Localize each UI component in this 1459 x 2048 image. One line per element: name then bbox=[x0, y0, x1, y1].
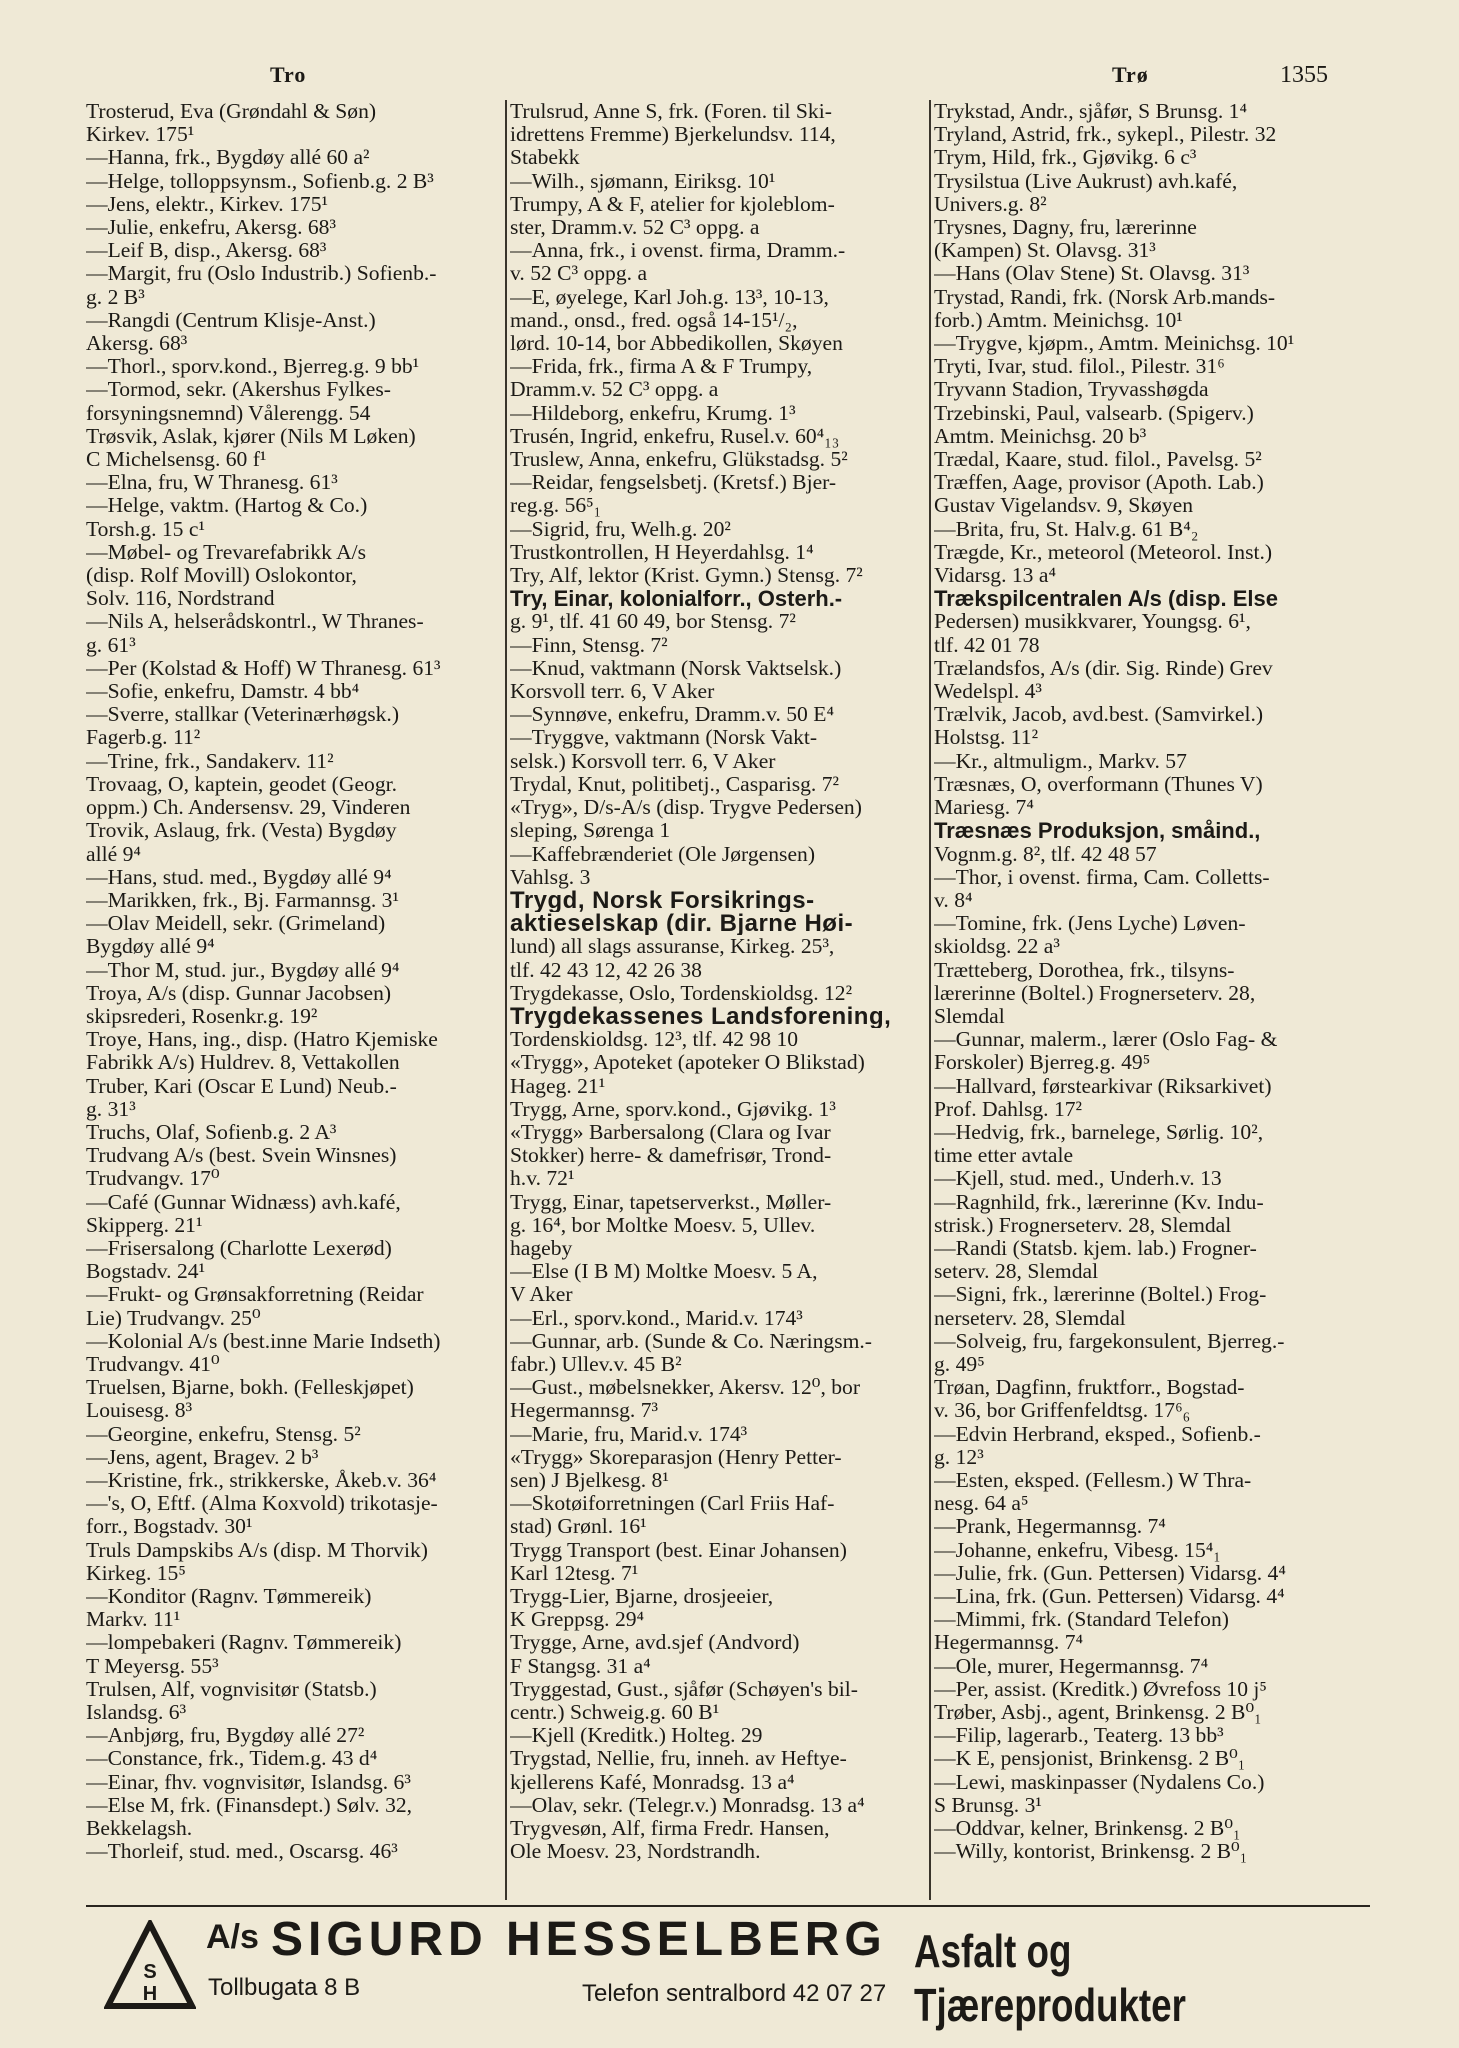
svg-text:S: S bbox=[143, 1961, 157, 1983]
directory-entry-line: —Signi, frk., lærerinne (Boltel.) Frog- bbox=[934, 1283, 1267, 1307]
directory-entry-line: Trøan, Dagfinn, fruktforr., Bogstad- bbox=[934, 1376, 1245, 1400]
directory-entry-line: —Margit, fru (Oslo Industrib.) Sofienb.- bbox=[86, 262, 437, 286]
directory-entry-line: —Jens, agent, Bragev. 2 b³ bbox=[86, 1445, 319, 1469]
directory-entry-line: Try, Alf, lektor (Krist. Gymn.) Stensg. 7² bbox=[510, 564, 863, 588]
directory-entry-line: Vognm.g. 8², tlf. 42 48 57 bbox=[934, 842, 1157, 866]
directory-entry-line: —Anna, frk., i ovenst. firma, Dramm.- bbox=[510, 239, 846, 263]
directory-entry-line: Amtm. Meinichsg. 20 b³ bbox=[934, 424, 1147, 448]
directory-entry-line: —Lina, frk. (Gun. Pettersen) Vidarsg. 4⁴ bbox=[934, 1585, 1285, 1608]
directory-entry-line: Trægde, Kr., meteorol (Meteorol. Inst.) bbox=[934, 540, 1273, 564]
directory-entry-line: Træffen, Aage, provisor (Apoth. Lab.) bbox=[934, 471, 1264, 495]
directory-entry-line: Fagerb.g. 11² bbox=[86, 726, 201, 750]
ad-company-form: A/s bbox=[206, 1918, 259, 1956]
directory-entry-line: —Thorl., sporv.kond., Bjerreg.g. 9 bb¹ bbox=[86, 355, 420, 379]
directory-entry-line: Trulsen, Alf, vognvisitør (Statsb.) bbox=[86, 1677, 377, 1701]
triangle-logo-icon bbox=[104, 1920, 196, 2012]
directory-entry-line: —Thorleif, stud. med., Oscarsg. 46³ bbox=[86, 1840, 398, 1864]
directory-entry-line: tlf. 42 01 78 bbox=[934, 633, 1040, 657]
directory-entry-line: Bekkelagsh. bbox=[86, 1817, 193, 1841]
page-number: 1355 bbox=[1280, 62, 1328, 88]
directory-entry-line: Tryland, Astrid, frk., sykepl., Pilestr. 32 bbox=[934, 123, 1277, 147]
directory-entry-line: —Hallvard, førstearkivar (Riksarkivet) bbox=[934, 1074, 1272, 1098]
directory-entry-line: —Tormod, sekr. (Akershus Fylkes- bbox=[86, 378, 391, 402]
directory-entry-line: —Kjell, stud. med., Underh.v. 13 bbox=[934, 1167, 1222, 1191]
directory-entry-line: skipsrederi, Rosenkr.g. 19² bbox=[86, 1004, 318, 1028]
directory-entry-line: —Finn, Stensg. 7² bbox=[510, 633, 668, 657]
directory-entry-line: —Per, assist. (Kreditk.) Øvrefoss 10 j⁵ bbox=[934, 1677, 1267, 1701]
directory-entry-line: Trudvangv. 17⁰ bbox=[86, 1167, 220, 1191]
directory-entry-line: Trøber, Asbj., agent, Brinkensg. 2 B⁰₁ bbox=[934, 1701, 1262, 1725]
directory-entry-line: lærerinne (Boltel.) Frognerseterv. 28, bbox=[934, 981, 1256, 1005]
directory-entry-line: —Hedvig, frk., barnelege, Sørlig. 10², bbox=[934, 1120, 1264, 1144]
directory-entry-line: —Julie, enkefru, Akersg. 68³ bbox=[86, 216, 336, 240]
directory-entry-line: —Nils A, helserådskontrl., W Thranes- bbox=[86, 610, 424, 634]
directory-entry-line: time etter avtale bbox=[934, 1144, 1074, 1168]
directory-entry-line: —Trine, frk., Sandakerv. 11² bbox=[86, 749, 334, 773]
directory-entry-line: lørd. 10-14, bor Abbedikollen, Skøyen bbox=[510, 332, 843, 356]
directory-entry-line: —'s, O, Eftf. (Alma Koxvold) trikotasje- bbox=[86, 1492, 438, 1516]
directory-entry-line: h.v. 72¹ bbox=[510, 1167, 575, 1191]
directory-entry-line: oppm.) Ch. Andersensv. 29, Vinderen bbox=[86, 796, 411, 820]
directory-entry-line: V Aker bbox=[510, 1283, 573, 1307]
svg-text:H: H bbox=[142, 1983, 158, 2005]
directory-entry-line: Trygvesøn, Alf, firma Fredr. Hansen, bbox=[510, 1817, 830, 1841]
directory-entry-line: g. 49⁵ bbox=[934, 1352, 985, 1376]
directory-entry-line: Kirkeg. 15⁵ bbox=[86, 1561, 186, 1585]
directory-entry-line: Tryvann Stadion, Tryvasshøgda bbox=[934, 378, 1209, 402]
directory-entry-line: Karl 12tesg. 7¹ bbox=[510, 1561, 639, 1585]
directory-entry-line: Vahlsg. 3 bbox=[510, 865, 591, 889]
directory-entry-line: Trym, Hild, frk., Gjøvikg. 6 c³ bbox=[934, 146, 1197, 170]
directory-entry-line: Trætteberg, Dorothea, frk., tilsyns- bbox=[934, 958, 1235, 982]
advertisement bbox=[86, 1912, 1370, 2031]
directory-entry-line: —Wilh., sjømann, Eiriksg. 10¹ bbox=[510, 169, 776, 193]
directory-entry-line: Bogstadv. 24¹ bbox=[86, 1260, 206, 1284]
directory-entry-line: forsyningsnemnd) Vålerengg. 54 bbox=[86, 401, 371, 425]
directory-entry-line: sleping, Sørenga 1 bbox=[510, 819, 671, 843]
directory-entry-line: «Trygg» Barbersalong (Clara og Ivar bbox=[510, 1120, 831, 1144]
page-header bbox=[0, 62, 1459, 92]
directory-entry-line: Kirkev. 175¹ bbox=[86, 123, 195, 147]
directory-column-3 bbox=[934, 100, 1370, 1900]
directory-entry-line: Trumpy, A & F, atelier for kjoleblom- bbox=[510, 192, 835, 216]
directory-entry-line: —Kolonial A/s (best.inne Marie Indseth) bbox=[86, 1329, 441, 1353]
directory-entry-line: Truslew, Anna, enkefru, Glükstadsg. 5² bbox=[510, 448, 848, 472]
directory-entry-line: —Helge, vaktm. (Hartog & Co.) bbox=[86, 494, 368, 518]
directory-entry-line: Tryggestad, Gust., sjåfør (Schøyen's bil- bbox=[510, 1677, 858, 1701]
directory-entry-line: —Mimmi, frk. (Standard Telefon) bbox=[934, 1608, 1229, 1632]
directory-entry-line: —Einar, fhv. vognvisitør, Islandsg. 6³ bbox=[86, 1770, 411, 1794]
directory-entry-line: —Leif B, disp., Akersg. 68³ bbox=[86, 239, 327, 263]
directory-entry-line: —Hans, stud. med., Bygdøy allé 9⁴ bbox=[86, 865, 392, 889]
directory-entry-line: —Rangdi (Centrum Klisje-Anst.) bbox=[86, 308, 376, 332]
directory-entry-line: Markv. 11¹ bbox=[86, 1608, 181, 1632]
directory-entry-line: —Thor, i ovenst. firma, Cam. Colletts- bbox=[934, 865, 1270, 889]
directory-entry-line: Slemdal bbox=[934, 1004, 1005, 1028]
directory-entry-line: Hegermannsg. 7⁴ bbox=[934, 1631, 1084, 1655]
directory-entry-line: stad) Grønl. 16¹ bbox=[510, 1515, 647, 1539]
directory-entry-line: —Elna, fru, W Thranesg. 61³ bbox=[86, 471, 338, 495]
directory-entry-line: Pedersen) musikkvarer, Youngsg. 6¹, bbox=[934, 610, 1251, 634]
directory-entry-line: —Frisersalong (Charlotte Lexerød) bbox=[86, 1236, 392, 1260]
directory-entry-line: Trygd, Norsk Forsikrings- bbox=[510, 888, 815, 913]
directory-entry-line: Bygdøy allé 9⁴ bbox=[86, 935, 215, 959]
directory-entry-line: —Marikken, frk., Bj. Farmannsg. 3¹ bbox=[86, 888, 399, 912]
directory-entry-line: —Erl., sporv.kond., Marid.v. 174³ bbox=[510, 1306, 803, 1330]
directory-entry-line: —K E, pensjonist, Brinkensg. 2 B⁰₁ bbox=[934, 1747, 1246, 1771]
directory-entry-line: seterv. 28, Slemdal bbox=[934, 1260, 1099, 1284]
directory-entry-line: Trækspilcentralen A/s (disp. Else bbox=[934, 587, 1278, 611]
directory-entry-line: —Georgine, enkefru, Stensg. 5² bbox=[86, 1422, 361, 1446]
directory-entry-line: Trykstad, Andr., sjåfør, S Brunsg. 1⁴ bbox=[934, 100, 1248, 123]
directory-entry-line: —E, øyelege, Karl Joh.g. 13³, 10-13, bbox=[510, 285, 829, 309]
directory-entry-line: Trovaag, O, kaptein, geodet (Geogr. bbox=[86, 772, 398, 796]
directory-entry-line: Prof. Dahlsg. 17² bbox=[934, 1097, 1083, 1121]
directory-entry-line: —Synnøve, enkefru, Dramm.v. 50 E⁴ bbox=[510, 703, 834, 727]
directory-entry-line: —Willy, kontorist, Brinkensg. 2 B⁰₁ bbox=[934, 1840, 1248, 1864]
directory-entry-line: fabr.) Ullev.v. 45 B² bbox=[510, 1352, 682, 1376]
directory-entry-line: —Frukt- og Grønsakforretning (Reidar bbox=[86, 1283, 424, 1307]
directory-entry-line: Truchs, Olaf, Sofienb.g. 2 A³ bbox=[86, 1120, 337, 1144]
directory-entry-line: Fabrikk A/s) Huldrev. 8, Vettakollen bbox=[86, 1051, 400, 1075]
directory-entry-line: Træsnæs Produksjon, småind., bbox=[934, 819, 1261, 843]
directory-entry-line: —Knud, vaktmann (Norsk Vaktselsk.) bbox=[510, 656, 842, 680]
directory-entry-line: —Randi (Statsb. kjem. lab.) Frogner- bbox=[934, 1236, 1257, 1260]
directory-entry-line: —Olav Meidell, sekr. (Grimeland) bbox=[86, 912, 386, 936]
directory-entry-line: —Konditor (Ragnv. Tømmereik) bbox=[86, 1585, 372, 1608]
directory-entry-line: —Ragnhild, frk., lærerinne (Kv. Indu- bbox=[934, 1190, 1264, 1214]
directory-entry-line: (disp. Rolf Movill) Oslokontor, bbox=[86, 564, 357, 588]
directory-entry-line: —Møbel- og Trevarefabrikk A/s bbox=[86, 540, 367, 564]
directory-entry-line: Trydal, Knut, politibetj., Casparisg. 7² bbox=[510, 772, 839, 796]
directory-entry-line: —Kristine, frk., strikkerske, Åkeb.v. 36⁴ bbox=[86, 1468, 437, 1492]
directory-entry-line: «Tryg», D/s-A/s (disp. Trygve Pedersen) bbox=[510, 796, 862, 820]
directory-entry-line: Trædal, Kaare, stud. filol., Pavelsg. 5² bbox=[934, 448, 1262, 472]
directory-entry-line: Tryti, Ivar, stud. filol., Pilestr. 31⁶ bbox=[934, 355, 1225, 379]
directory-entry-line: —Gunnar, malerm., lærer (Oslo Fag- & bbox=[934, 1028, 1278, 1052]
ad-phone: Telefon sentralbord 42 07 27 bbox=[582, 1980, 887, 2007]
directory-entry-line: —Frida, frk., firma A & F Trumpy, bbox=[510, 355, 813, 379]
directory-entry-line: Trygge, Arne, avd.sjef (Andvord) bbox=[510, 1631, 800, 1655]
directory-entry-line: Gustav Vigelandsv. 9, Skøyen bbox=[934, 494, 1194, 518]
directory-entry-line: —Filip, lagerarb., Teaterg. 13 bb³ bbox=[934, 1724, 1224, 1748]
directory-entry-line: —Gunnar, arb. (Sunde & Co. Næringsm.- bbox=[510, 1329, 872, 1353]
directory-column-1 bbox=[86, 100, 504, 1900]
directory-entry-line: Trøsvik, Aslak, kjører (Nils M Løken) bbox=[86, 424, 416, 448]
directory-entry-line: —Else M, frk. (Finansdept.) Sølv. 32, bbox=[86, 1793, 413, 1817]
directory-entry-line: Hegermannsg. 7³ bbox=[510, 1399, 658, 1423]
ad-address: Tollbugata 8 B bbox=[208, 1974, 361, 2001]
directory-entry-line: Try, Einar, kolonialforr., Osterh.- bbox=[510, 587, 843, 611]
column-divider bbox=[505, 100, 507, 1900]
directory-entry-line: v. 36, bor Griffenfeldtsg. 17⁶₆ bbox=[934, 1399, 1191, 1423]
directory-entry-line: Trustkontrollen, H Heyerdahlsg. 1⁴ bbox=[510, 540, 814, 564]
directory-entry-line: T Meyersg. 55³ bbox=[86, 1654, 219, 1678]
directory-entry-line: v. 8⁴ bbox=[934, 888, 973, 912]
directory-entry-line: Trygdekasse, Oslo, Tordenskioldsg. 12² bbox=[510, 981, 853, 1005]
directory-entry-line: Trovik, Aslaug, frk. (Vesta) Bygdøy bbox=[86, 819, 397, 843]
directory-entry-line: Trulsrud, Anne S, frk. (Foren. til Ski- bbox=[510, 100, 832, 123]
directory-entry-line: lund) all slags assuranse, Kirkeg. 25³, bbox=[510, 935, 835, 959]
directory-entry-line: centr.) Schweig.g. 60 B¹ bbox=[510, 1701, 720, 1725]
directory-entry-line: Tordenskioldsg. 12³, tlf. 42 98 10 bbox=[510, 1028, 799, 1052]
directory-entry-line: strisk.) Frognerseterv. 28, Slemdal bbox=[934, 1213, 1232, 1237]
directory-entry-line: Truber, Kari (Oscar E Lund) Neub.- bbox=[86, 1074, 397, 1098]
directory-entry-line: Trusén, Ingrid, enkefru, Rusel.v. 60⁴₁₃ bbox=[510, 424, 840, 448]
directory-entry-line: Trudvang A/s (best. Svein Winsnes) bbox=[86, 1144, 397, 1168]
directory-entry-line: —Constance, frk., Tidem.g. 43 d⁴ bbox=[86, 1747, 378, 1771]
directory-entry-line: Hageg. 21¹ bbox=[510, 1074, 606, 1098]
directory-entry-line: Trysilstua (Live Aukrust) avh.kafé, bbox=[934, 169, 1238, 193]
directory-entry-line: Ole Moesv. 23, Nordstrandh. bbox=[510, 1840, 761, 1864]
directory-entry-line: —Per (Kolstad & Hoff) W Thranesg. 61³ bbox=[86, 656, 441, 680]
directory-entry-line: Stabekk bbox=[510, 146, 580, 170]
directory-entry-line: selsk.) Korsvoll terr. 6, V Aker bbox=[510, 749, 776, 773]
directory-entry-line: —Trygve, kjøpm., Amtm. Meinichsg. 10¹ bbox=[934, 332, 1295, 356]
directory-entry-line: —Edvin Herbrand, eksped., Sofienb.- bbox=[934, 1422, 1261, 1446]
directory-entry-line: Træsnæs, O, overformann (Thunes V) bbox=[934, 772, 1263, 796]
column-divider bbox=[929, 100, 931, 1900]
directory-entry-line: Skipperg. 21¹ bbox=[86, 1213, 203, 1237]
directory-entry-line: ster, Dramm.v. 52 C³ oppg. a bbox=[510, 216, 760, 240]
directory-entry-line: —Tryggve, vaktmann (Norsk Vakt- bbox=[510, 726, 818, 750]
directory-entry-line: g. 16⁴, bor Moltke Moesv. 5, Ullev. bbox=[510, 1213, 816, 1237]
directory-entry-line: —Helge, tolloppsynsm., Sofienb.g. 2 B³ bbox=[86, 169, 434, 193]
directory-entry-line: Trygg, Arne, sporv.kond., Gjøvikg. 1³ bbox=[510, 1097, 836, 1121]
directory-entry-line: g. 12³ bbox=[934, 1445, 984, 1469]
directory-entry-line: —Reidar, fengselsbetj. (Kretsf.) Bjer- bbox=[510, 471, 837, 495]
directory-entry-line: (Kampen) St. Olavsg. 31³ bbox=[934, 239, 1156, 263]
directory-entry-line: tlf. 42 43 12, 42 26 38 bbox=[510, 958, 702, 982]
directory-entry-line: kjellerens Kafé, Monradsg. 13 a⁴ bbox=[510, 1770, 795, 1794]
directory-entry-line: Mariesg. 7⁴ bbox=[934, 796, 1034, 820]
directory-entry-line: —Thor M, stud. jur., Bygdøy allé 9⁴ bbox=[86, 958, 400, 982]
directory-entry-line: Univers.g. 8² bbox=[934, 192, 1047, 216]
directory-entry-line: —Brita, fru, St. Halv.g. 61 B⁴₂ bbox=[934, 517, 1199, 541]
directory-entry-line: hageby bbox=[510, 1236, 573, 1260]
directory-entry-line: —Else (I B M) Moltke Moesv. 5 A, bbox=[510, 1260, 818, 1284]
directory-entry-line: Stokker) herre- & damefrisør, Trond- bbox=[510, 1144, 832, 1168]
directory-entry-line: Solv. 116, Nordstrand bbox=[86, 587, 275, 611]
directory-entry-line: —Skotøiforretningen (Carl Friis Haf- bbox=[510, 1492, 835, 1516]
directory-entry-line: Forskoler) Bjerreg.g. 49⁵ bbox=[934, 1051, 1151, 1075]
directory-entry-line: Lie) Trudvangv. 25⁰ bbox=[86, 1306, 261, 1330]
directory-entry-line: —Kjell (Kreditk.) Holteg. 29 bbox=[510, 1724, 763, 1748]
directory-entry-line: Truelsen, Bjarne, bokh. (Felleskjøpet) bbox=[86, 1376, 414, 1400]
directory-entry-line: mand., onsd., fred. også 14-15¹/₂, bbox=[510, 308, 798, 332]
advertisement-divider bbox=[86, 1905, 1370, 1907]
directory-entry-line: Trzebinski, Paul, valsearb. (Spigerv.) bbox=[934, 401, 1254, 425]
directory-entry-line: Troye, Hans, ing., disp. (Hatro Kjemiske bbox=[86, 1028, 438, 1052]
directory-entry-line: Vidarsg. 13 a⁴ bbox=[934, 564, 1056, 588]
directory-entry-line: Trygg-Lier, Bjarne, drosjeeier, bbox=[510, 1585, 774, 1608]
directory-entry-line: Dramm.v. 52 C³ oppg. a bbox=[510, 378, 719, 402]
directory-entry-line: g. 31³ bbox=[86, 1097, 136, 1121]
directory-entry-line: Trystad, Randi, frk. (Norsk Arb.mands- bbox=[934, 285, 1276, 309]
directory-entry-line: —Johanne, enkefru, Vibesg. 15⁴₁ bbox=[934, 1538, 1221, 1562]
ad-slogan: Asfalt og Tjæreprodukter bbox=[914, 1925, 1186, 2031]
directory-entry-line: Trælandsfos, A/s (dir. Sig. Rinde) Grev bbox=[934, 656, 1273, 680]
directory-entry-line: Akersg. 68³ bbox=[86, 332, 188, 356]
directory-entry-line: —Marie, fru, Marid.v. 174³ bbox=[510, 1422, 748, 1446]
directory-entry-line: —Solveig, fru, fargekonsulent, Bjerreg.- bbox=[934, 1329, 1285, 1353]
directory-entry-line: forr., Bogstadv. 30¹ bbox=[86, 1515, 253, 1539]
directory-entry-line: —Anbjørg, fru, Bygdøy allé 27² bbox=[86, 1724, 365, 1748]
directory-entry-line: —Sigrid, fru, Welh.g. 20² bbox=[510, 517, 731, 541]
directory-entry-line: —Esten, eksped. (Fellesm.) W Thra- bbox=[934, 1468, 1252, 1492]
directory-entry-line: Trygstad, Nellie, fru, inneh. av Heftye- bbox=[510, 1747, 847, 1771]
directory-entry-line: K Greppsg. 29⁴ bbox=[510, 1608, 645, 1632]
directory-entry-line: F Stangsg. 31 a⁴ bbox=[510, 1654, 651, 1678]
directory-entry-line: —Hildeborg, enkefru, Krumg. 1³ bbox=[510, 401, 796, 425]
ad-company-name: SIGURD HESSELBERG bbox=[271, 1913, 887, 1966]
directory-entry-line: S Brunsg. 3¹ bbox=[934, 1793, 1042, 1817]
directory-entry-line: nerseterv. 28, Slemdal bbox=[934, 1306, 1126, 1330]
directory-entry-line: —lompebakeri (Ragnv. Tømmereik) bbox=[86, 1631, 402, 1655]
running-head-right: Trø bbox=[1112, 62, 1149, 87]
directory-entry-line: —Lewi, maskinpasser (Nydalens Co.) bbox=[934, 1770, 1265, 1794]
directory-entry-line: —Café (Gunnar Widnæss) avh.kafé, bbox=[86, 1190, 401, 1214]
directory-entry-line: —Jens, elektr., Kirkev. 175¹ bbox=[86, 192, 328, 216]
directory-entry-line: Trygg Transport (best. Einar Johansen) bbox=[510, 1538, 847, 1562]
directory-entry-line: Torsh.g. 15 c¹ bbox=[86, 517, 205, 541]
directory-entry-line: Islandsg. 6³ bbox=[86, 1701, 187, 1725]
directory-entry-line: Truls Dampskibs A/s (disp. M Thorvik) bbox=[86, 1538, 428, 1562]
directory-entry-line: reg.g. 56⁵₁ bbox=[510, 494, 602, 518]
directory-entry-line: allé 9⁴ bbox=[86, 842, 141, 866]
directory-entry-line: aktieselskap (dir. Bjarne Høi- bbox=[510, 912, 854, 936]
directory-column-2 bbox=[510, 100, 930, 1900]
directory-entry-line: Trygdekassenes Landsforening, bbox=[510, 1004, 892, 1029]
directory-entry-line: Trudvangv. 41⁰ bbox=[86, 1352, 220, 1376]
directory-entry-line: —Kaffebrænderiet (Ole Jørgensen) bbox=[510, 842, 816, 866]
directory-entry-line: —Oddvar, kelner, Brinkensg. 2 B⁰₁ bbox=[934, 1817, 1241, 1841]
directory-entry-line: Trysnes, Dagny, fru, lærerinne bbox=[934, 216, 1197, 240]
directory-entry-line: —Olav, sekr. (Telegr.v.) Monradsg. 13 a⁴ bbox=[510, 1793, 865, 1817]
directory-entry-line: Troya, A/s (disp. Gunnar Jacobsen) bbox=[86, 981, 392, 1005]
directory-entry-line: —Hanna, frk., Bygdøy allé 60 a² bbox=[86, 146, 370, 170]
directory-entry-line: —Gust., møbelsnekker, Akersv. 12⁰, bor bbox=[510, 1376, 861, 1400]
directory-entry-line: Holstsg. 11² bbox=[934, 726, 1039, 750]
directory-entry-line: g. 9¹, tlf. 41 60 49, bor Stensg. 7² bbox=[510, 610, 796, 634]
directory-entry-line: idrettens Fremme) Bjerkelundsv. 114, bbox=[510, 123, 836, 147]
directory-entry-line: Trælvik, Jacob, avd.best. (Samvirkel.) bbox=[934, 703, 1264, 727]
directory-entry-line: Wedelspl. 4³ bbox=[934, 680, 1042, 704]
directory-entry-line: g. 2 B³ bbox=[86, 285, 145, 309]
directory-entry-line: —Ole, murer, Hegermannsg. 7⁴ bbox=[934, 1654, 1209, 1678]
directory-entry-line: —Julie, frk. (Gun. Pettersen) Vidarsg. 4⁴ bbox=[934, 1561, 1286, 1585]
directory-entry-line: v. 52 C³ oppg. a bbox=[510, 262, 648, 286]
directory-entry-line: skioldsg. 22 a³ bbox=[934, 935, 1060, 959]
directory-entry-line: C Michelsensg. 60 f¹ bbox=[86, 448, 267, 472]
running-head-left: Tro bbox=[270, 62, 307, 87]
directory-entry-line: «Trygg» Skoreparasjon (Henry Petter- bbox=[510, 1445, 842, 1469]
directory-entry-line: —Sverre, stallkar (Veterinærhøgsk.) bbox=[86, 703, 400, 727]
directory-entry-line: Korsvoll terr. 6, V Aker bbox=[510, 680, 715, 704]
directory-entry-line: —Hans (Olav Stene) St. Olavsg. 31³ bbox=[934, 262, 1250, 286]
directory-entry-line: nesg. 64 a⁵ bbox=[934, 1492, 1029, 1516]
directory-entry-line: —Prank, Hegermannsg. 7⁴ bbox=[934, 1515, 1166, 1539]
directory-entry-line: g. 61³ bbox=[86, 633, 136, 657]
directory-entry-line: —Kr., altmuligm., Markv. 57 bbox=[934, 749, 1187, 773]
directory-entry-line: —Tomine, frk. (Jens Lyche) Løven- bbox=[934, 912, 1246, 936]
directory-entry-line: «Trygg», Apoteket (apoteker O Blikstad) bbox=[510, 1051, 865, 1075]
directory-entry-line: forb.) Amtm. Meinichsg. 10¹ bbox=[934, 308, 1183, 332]
directory-entry-line: Trygg, Einar, tapetserverkst., Møller- bbox=[510, 1190, 832, 1214]
directory-entry-line: Trosterud, Eva (Grøndahl & Søn) bbox=[86, 100, 377, 123]
directory-entry-line: sen) J Bjelkesg. 8¹ bbox=[510, 1468, 669, 1492]
directory-entry-line: Louisesg. 8³ bbox=[86, 1399, 193, 1423]
directory-entry-line: —Sofie, enkefru, Damstr. 4 bb⁴ bbox=[86, 680, 360, 704]
